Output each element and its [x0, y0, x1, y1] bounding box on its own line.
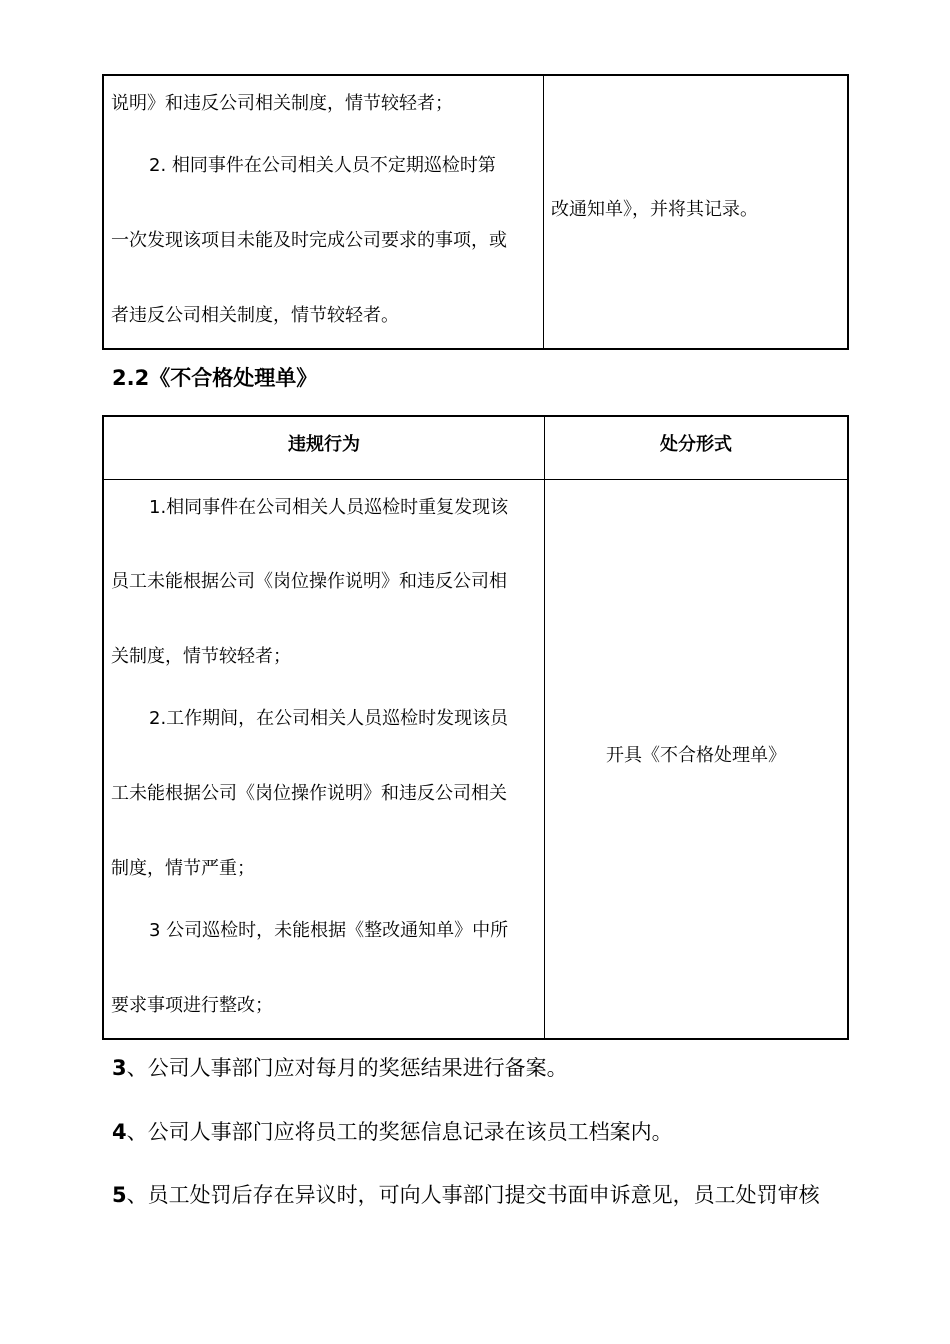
violation-line: 者违反公司相关制度，情节较轻者。 — [111, 305, 399, 326]
header-divider — [104, 479, 847, 480]
header-violation: 违规行为 — [288, 434, 360, 455]
violation-line: 说明》和违反公司相关制度，情节较轻者； — [111, 93, 453, 114]
paragraph-number: 5 — [112, 1183, 127, 1207]
paragraph-text: 、公司人事部门应对每月的奖惩结果进行备案。 — [126, 1056, 568, 1080]
column-divider — [543, 76, 544, 348]
violation-line: 2. 相同事件在公司相关人员不定期巡检时第 — [149, 155, 496, 176]
violation-line: 1.相同事件在公司相关人员巡检时重复发现该 — [149, 497, 509, 518]
nonconformity-table — [102, 415, 849, 1040]
section-heading: 2.2《不合格处理单》 — [112, 366, 318, 390]
violation-line: 2.工作期间，在公司相关人员巡检时发现该员 — [149, 708, 509, 729]
penalty-table-continued — [102, 74, 849, 350]
paragraph-number: 3 — [112, 1056, 127, 1080]
violation-line: 一次发现该项目未能及时完成公司要求的事项，或 — [111, 230, 507, 251]
violation-line: 工未能根据公司《岗位操作说明》和违反公司相关 — [111, 783, 507, 804]
violation-line: 制度，情节严重； — [111, 858, 255, 879]
penalty-form-text: 开具《不合格处理单》 — [606, 745, 786, 766]
paragraph-number: 4 — [112, 1120, 127, 1144]
paragraph-text: 、公司人事部门应将员工的奖惩信息记录在该员工档案内。 — [126, 1120, 673, 1144]
penalty-form-text: 改通知单》，并将其记录。 — [551, 199, 758, 220]
violation-line: 员工未能根据公司《岗位操作说明》和违反公司相 — [111, 571, 507, 592]
paragraph-text: 、员工处罚后存在异议时，可向人事部门提交书面申诉意见，员工处罚审核 — [126, 1183, 820, 1207]
violation-line: 关制度，情节较轻者； — [111, 646, 291, 667]
paragraph-5 — [112, 1181, 820, 1209]
violation-line: 3 公司巡检时，未能根据《整改通知单》中所 — [149, 920, 509, 941]
header-penalty-form: 处分形式 — [660, 434, 732, 455]
column-divider — [544, 417, 545, 1038]
violation-line: 要求事项进行整改； — [111, 995, 273, 1016]
paragraph-4 — [112, 1118, 673, 1146]
paragraph-3 — [112, 1054, 568, 1082]
